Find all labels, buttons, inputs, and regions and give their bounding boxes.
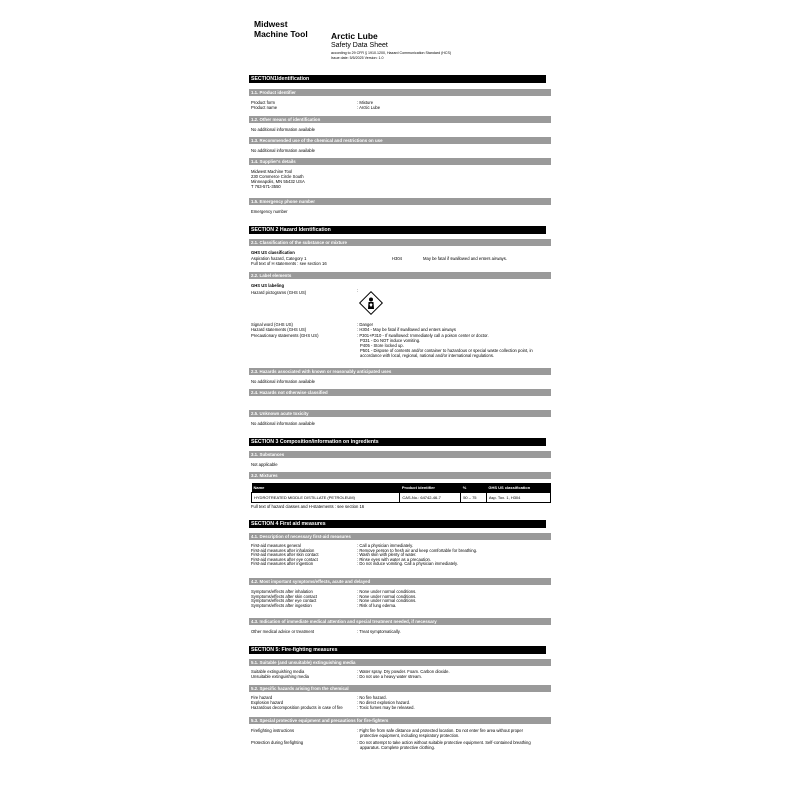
hazard-statements-label: Hazard statements (GHS US) [251, 327, 307, 332]
row-value: : No direct explosion hazard. [357, 700, 411, 705]
table-header-row [252, 483, 551, 493]
col-percent: % [461, 483, 487, 493]
mixtures-table [251, 483, 551, 503]
label-product-name: Product name [251, 105, 278, 110]
col-identifier: Product identifier [400, 483, 461, 493]
row-label: Hazardous decomposition products in case of fire [251, 705, 343, 710]
protection-label: Protection during firefighting [251, 740, 304, 745]
table-row [252, 493, 551, 503]
row-label: First-aid measures after eye contact [251, 556, 318, 562]
supplier-line: 230 Commerce Circle South [251, 174, 304, 179]
col-ghs: GHS US classification [486, 483, 550, 493]
row-label: Unsuitable extinguishing media [251, 673, 309, 679]
doc-type: Safety Data Sheet [331, 42, 388, 49]
signal-word: : Danger [357, 322, 374, 327]
subsection-1-1: 1.1. Product identifier [249, 89, 551, 96]
subsection-2-4: 2.4. Hazards not otherwise classified [249, 389, 551, 396]
supplier-line: Midwest Machine Tool [251, 169, 293, 174]
section-4-header: SECTION 4 First aid measures [249, 520, 546, 528]
full-text-ref: Full text of H statements : see section 16 [251, 261, 327, 266]
hazard-statement: : H304 - May be fatal if swallowed and enters airways [357, 327, 456, 332]
ghs-classification-label: GHS US classification [251, 250, 295, 255]
regulation-note: according to 29 CFR § 1910.1200, Hazard Communication Standard (HCS) [331, 51, 452, 55]
subsection-5-3: 5.3. Special protective equipment and precautions for fire-fighters [249, 717, 551, 724]
row-value: : Do not use a heavy water stream. [357, 673, 422, 679]
row-value: : Wash skin with plenty of water. [357, 552, 417, 558]
precautionary-label: Precautionary statements (GHS US) [251, 333, 319, 338]
row-label: First-aid measures after skin contact [251, 552, 319, 558]
health-hazard-pictogram-icon [358, 290, 384, 316]
cell-name: HYDROTREATED MIDDLE DISTILLATE (PETROLEUM) [252, 493, 400, 503]
row-label: Symptoms/effects after ingestion [251, 602, 312, 608]
issue-date: Issue date: 5/5/2025 Version: 1.0 [331, 56, 384, 60]
row-label: First-aid measures after inhalation [251, 547, 315, 553]
row-label: First-aid measures general [251, 543, 301, 548]
row-label: First-aid measures after ingestion [251, 561, 314, 567]
firefighting-line: : Fight fire from safe distance and protected location. Do not enter fire area without proper [357, 728, 523, 733]
subsection-4-3: 4.3. Indication of immediate medical attention and special treatment needed, if necessary [249, 618, 551, 625]
cell-identifier: CAS-No.: 64742-46-7 [400, 493, 461, 503]
row-label: Symptoms/effects after skin contact [251, 593, 318, 599]
subsection-5-1: 5.1. Suitable (and unsuitable) extinguishing media [249, 659, 551, 666]
precaution-line: : P301+P310 - If swallowed: Immediately call a poison center or doctor. [357, 333, 489, 338]
subsection-2-2: 2.2. Label elements [249, 272, 551, 279]
subsection-2-5: 2.5. Unknown acute toxicity [249, 410, 551, 417]
precaution-line: P501 - Dispose of contents and/or container to hazardous or special waste collection point, in [360, 348, 533, 353]
value-product-form: : Mixture [357, 100, 374, 105]
subsection-2-1: 2.1. Classification of the substance or mixture [249, 239, 551, 246]
section-1-header: SECTION1Identification [249, 75, 546, 83]
section-2-header: SECTION 2 Hazard Identification [249, 226, 546, 234]
ghs-labeling: GHS US labeling [251, 283, 285, 288]
row-label: Symptoms/effects after inhalation [251, 589, 313, 594]
row-value: : None under normal conditions. [357, 598, 417, 604]
row-value: : Do not induce vomiting. Call a physician immediately. [357, 561, 458, 567]
label-product-form: Product form [251, 100, 275, 105]
firefighting-line: protective equipment, including respiratory protection. [360, 733, 460, 738]
subsection-1-5: 1.5. Emergency phone number [249, 198, 551, 205]
subsection-5-2: 5.2. Specific hazards arising from the chemical [249, 685, 551, 692]
section-3-header: SECTION 3 Composition/information on ingredients [249, 438, 546, 446]
firefighting-label: Firefighting instructions [251, 728, 295, 733]
row-value: : Water spray. Dry powder. Foam. Carbon dioxide. [357, 669, 450, 674]
row-value: : Call a physician immediately. [357, 543, 414, 548]
subsection-1-3: 1.3. Recommended use of the chemical and restrictions on use [249, 137, 551, 144]
row-value: : Risk of lung edema. [357, 602, 397, 608]
cell-ghs: Asp. Tox. 1, H304 [486, 493, 550, 503]
cell-percent: 50 – 75 [461, 493, 487, 503]
product-title: Arctic Lube [331, 31, 378, 41]
row-label: Fire hazard [251, 695, 273, 700]
assoc-hazards-text: No additional information available [251, 379, 316, 384]
subsection-1-4: 1.4. Supplier's details [249, 158, 551, 165]
precaution-line: P331 - Do NOT induce vomiting. [360, 338, 421, 343]
company-name: Midwest Machine Tool [254, 19, 308, 39]
precaution-line: P405 - Store locked up. [360, 343, 404, 348]
subsection-4-2: 4.2. Most important symptoms/effects, acute and delayed [249, 578, 551, 585]
row-value: : None under normal conditions. [357, 593, 417, 599]
section-5-header: SECTION 5: Fire-fighting measures [249, 646, 546, 654]
subsection-3-1: 3.1. Substances [249, 451, 551, 458]
precaution-line: accordance with local, regional, national and/or international regulations. [360, 353, 495, 358]
signal-word-label: Signal word (GHS US) [251, 322, 293, 327]
unknown-toxicity-text: No additional information available [251, 421, 316, 426]
row-label: Explosion hazard [251, 700, 284, 705]
protection-line: : Do not attempt to take action without suitable protective equipment. Self-contained breathing [357, 740, 531, 745]
recommended-use-text: No additional information available [251, 148, 316, 153]
supplier-line: Minneapolis, MN 55432 USA [251, 179, 305, 184]
aspiration-hazard: Aspiration hazard, Category 1 [251, 256, 307, 261]
subsection-2-3: 2.3. Hazards associated with known or reasonably anticipated uses [249, 368, 551, 375]
supplier-line: T 763-571-3550 [251, 184, 281, 189]
colon: : [357, 288, 359, 293]
protection-line: apparatus. Complete protective clothing. [360, 745, 435, 750]
row-value: : Toxic fumes may be released. [357, 705, 415, 710]
pictograms-label: Hazard pictograms (GHS US) [251, 290, 307, 295]
col-name: Name [252, 483, 400, 493]
h-code: H304 [392, 256, 403, 261]
row-value: : No fire hazard. [357, 695, 387, 700]
substances-text: Not applicable [251, 462, 278, 467]
row-label: Symptoms/effects after eye contact [251, 598, 317, 604]
row-value: : Rinse eyes with water as a precaution. [357, 556, 432, 562]
subsection-3-2: 3.2. Mixtures [249, 472, 551, 479]
row-label: Suitable extinguishing media [251, 669, 305, 674]
row-value: : None under normal conditions. [357, 589, 417, 594]
row-value: : Remove person to fresh air and keep comfortable for breathing. [357, 547, 478, 553]
subsection-1-2: 1.2. Other means of identification [249, 116, 551, 123]
value-product-name: : Arctic Lube [357, 105, 381, 110]
mixtures-full-text: Full text of hazard classes and H-statements : see section 16 [251, 504, 365, 509]
medical-advice: : Treat symptomatically. [357, 629, 401, 634]
other-means-text: No additional information available [251, 127, 316, 132]
medical-advice-label: Other medical advice or treatment [251, 629, 315, 634]
subsection-4-1: 4.1. Description of necessary first-aid measures [249, 533, 551, 540]
emergency-label: Emergency number [251, 209, 288, 214]
h-statement: May be fatal if swallowed and enters airways. [423, 256, 508, 261]
